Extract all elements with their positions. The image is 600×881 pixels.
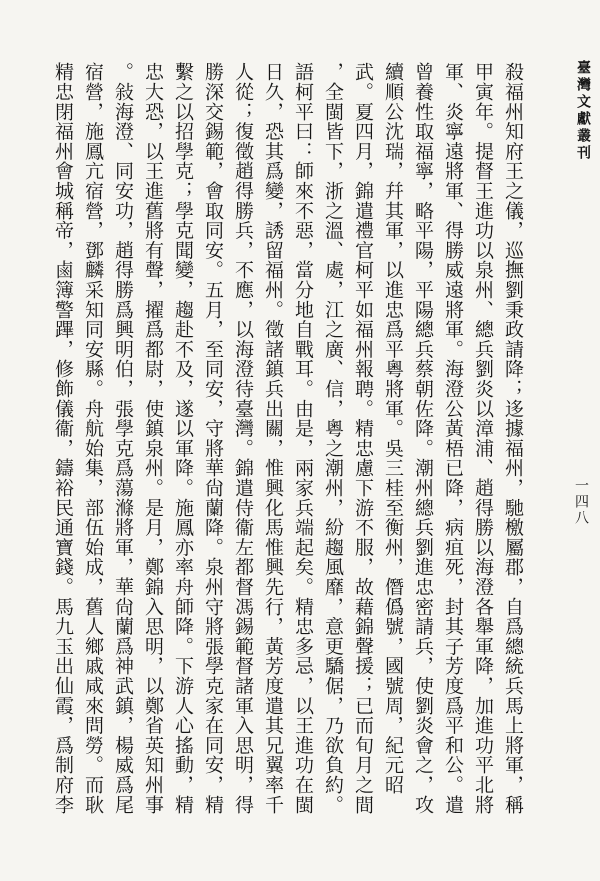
text-column: 勝深交錫範，會取同安。五月，至同安，守將華尙蘭降。泉州守將張學克家在同安，精: [202, 62, 224, 815]
text-column: 武。夏四月，錦遣禮官柯平如福州報聘。精忠慮下游不服，故藉錦聲援；已而旬月之間: [352, 62, 374, 815]
text-column: 宿營，施鳳亢宿營，鄧麟采知同安縣。舟航始集，部伍始成，舊人鄉戚咸來問勞。而耿: [82, 62, 104, 815]
text-column: 續順公沈瑞，幷其軍，以進忠爲平粵將軍。吳三桂至衡州，僭僞號，國號周，紀元昭: [382, 62, 404, 795]
text-column: 忠大恐，以王進舊將有聲，擢爲都尉，使鎮泉州。是月，鄭錦入思明，以鄭省英知州事: [142, 62, 164, 815]
text-column: 精忠閉福州會城稱帝，鹵簿警蹕，修飾儀衞，鑄裕民通寶錢。馬九玉出仙霞，爲制府李: [52, 62, 74, 815]
text-column: 語柯平曰：師來不惡，當分地自戰耳。由是，兩家兵端起矣。精忠多忌，以王進功在閩: [292, 62, 314, 815]
text-column: 人從；復徵趙得勝兵，不應，以海澄待臺灣。錦遣侍衞左都督馮錫範督諸軍入思明，得: [232, 62, 254, 815]
text-column: 繫之以招學克；學克聞變，趨赴不及，遂以軍降。施鳳亦率舟師降。下游人心搖動，精: [172, 62, 194, 815]
text-column: 軍、炎寧遠將軍、得勝威遠將軍。海澄公黃梧已降，病疽死，封其子芳度爲平和公。遣: [442, 62, 464, 815]
text-column: ，全閩皆下，浙之溫、處，江之廣、信，粵之潮州，紛趨風靡，意更驕倨，乃欲負約。: [322, 62, 344, 815]
body-text: [48, 62, 528, 822]
text-column: 曾養性取福寧，略平陽，平陽總兵蔡朝佐降。潮州總兵劉進忠密請兵，使劉炎會之，攻: [412, 62, 434, 815]
running-header: 臺灣文獻叢刊: [575, 60, 591, 162]
text-column: 甲寅年。提督王進功以泉州、總兵劉炎以漳浦、趙得勝以海澄各舉軍降，加進功平北將: [472, 62, 494, 815]
text-column: 殺福州知府王之儀，巡撫劉秉政請降；迻據福州，馳檄屬郡，自爲總統兵馬上將軍，稱: [502, 62, 524, 815]
page-number: 一四八: [573, 478, 589, 526]
text-column: 。敍海澄、同安功，趙得勝爲興明伯，張學克爲蕩滌將軍，華尙蘭爲神武鎮，楊威爲尾: [112, 62, 134, 815]
text-column: 日久，恐其爲變，誘留福州。徵諸鎮兵出關，惟興化馬惟興先行，黃芳度遣其兄翼率千: [262, 62, 284, 815]
